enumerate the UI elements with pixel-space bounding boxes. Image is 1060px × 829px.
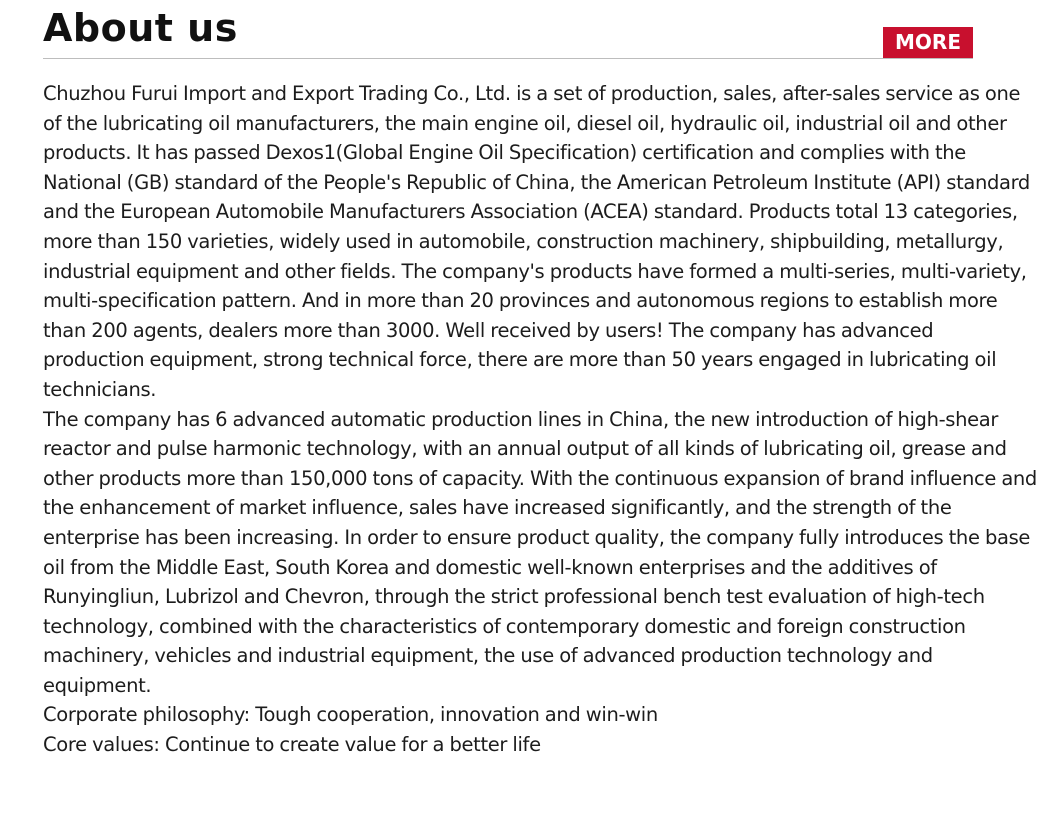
corporate-philosophy: Corporate philosophy: Tough cooperation, innovation and win-win — [43, 703, 658, 727]
more-button[interactable]: MORE — [883, 27, 973, 58]
page-title: About us — [43, 6, 238, 50]
section-header — [43, 0, 973, 59]
about-paragraph-production: The company has 6 advanced automatic production lines in China, the new introduction of high-shear reactor and pulse harmonic technology, with an annual output of all kinds of lubricating oil, grease and other products more than 150,000 tons of capacity. With the continuous expansion of brand influence and the enhancement of market influence, sales have increased significantly, and the strength of the enterprise has been increasing. In order to ensure product quality, the company fully introduces the base oil from the Middle East, South Korea and domestic well-known enterprises and the additives of Runyingliun, Lubrizol and Chevron, through the strict professional bench test evaluation of high-tech technology, combined with the characteristics of contemporary domestic and foreign construction machinery, vehicles and industrial equipment, the use of advanced production technology and equipment. — [43, 407, 1037, 697]
about-text — [43, 79, 1038, 760]
about-paragraph-intro: Chuzhou Furui Import and Export Trading Co., Ltd. is a set of production, sales, after-sales service as one of the lubricating oil manufacturers, the main engine oil, diesel oil, hydraulic oil, industrial oil and other products. It has passed Dexos1(Global Engine Oil Specification) certification and complies with the National (GB) standard of the People's Republic of China, the American Petroleum Institute (API) standard and the European Automobile Manufacturers Association (ACEA) standard. Products total 13 categories, more than 150 varieties, widely used in automobile, construction machinery, shipbuilding, metallurgy, industrial equipment and other fields. The company's products have formed a multi-series, multi-variety, multi-specification pattern. And in more than 20 provinces and autonomous regions to establish more than 200 agents, dealers more than 3000. Well received by users! The company has advanced production equipment, strong technical force, there are more than 50 years engaged in lubricating oil technicians. — [43, 82, 1030, 401]
core-values: Core values: Continue to create value for a better life — [43, 733, 541, 757]
